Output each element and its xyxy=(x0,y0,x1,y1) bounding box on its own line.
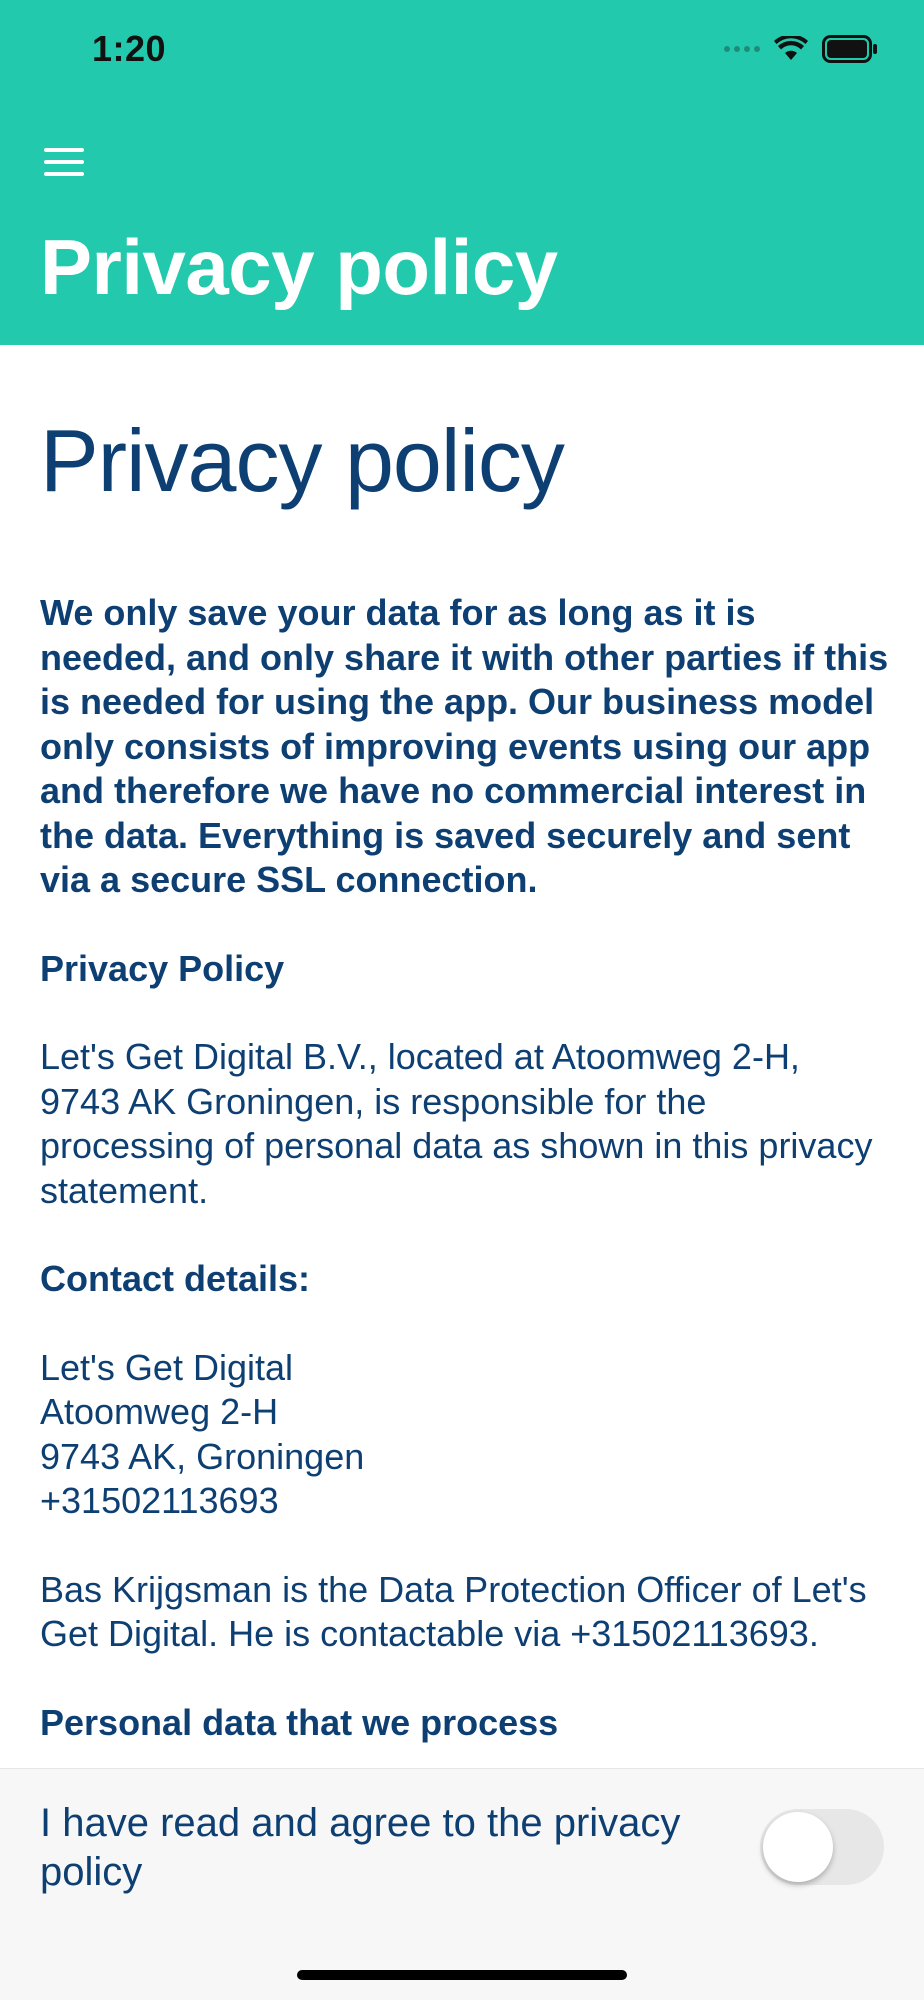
agree-toggle[interactable] xyxy=(760,1809,884,1885)
contact-line: 9743 AK, Groningen xyxy=(40,1435,365,1477)
contact-line: Let's Get Digital xyxy=(40,1346,293,1388)
agree-bar xyxy=(0,1768,924,1925)
contact-details-block xyxy=(40,1346,890,1524)
contact-line: Atoomweg 2-H xyxy=(40,1391,279,1432)
status-icons xyxy=(724,34,878,64)
toggle-knob xyxy=(763,1812,833,1882)
header-title: Privacy policy xyxy=(40,223,558,311)
page-heading: Privacy policy xyxy=(40,411,564,510)
bottom-safe-area xyxy=(0,1924,924,2000)
privacy-policy-title: Privacy Policy xyxy=(40,947,285,989)
home-indicator[interactable] xyxy=(297,1970,627,1980)
privacy-policy-paragraph: Let's Get Digital B.V., located at Atoomweg 2-H, 9743 AK Groningen, is responsible for the processing of personal data as shown in this privacy statement. xyxy=(40,1036,873,1211)
battery-icon xyxy=(822,35,878,63)
personal-data-title: Personal data that we process xyxy=(40,1701,559,1743)
agree-label: I have read and agree to the privacy policy xyxy=(40,1801,681,1894)
policy-content[interactable] xyxy=(40,345,890,1768)
wifi-icon xyxy=(774,36,808,62)
contact-line: +31502113693 xyxy=(40,1480,279,1521)
cellular-signal-icon xyxy=(724,46,760,52)
hamburger-menu-icon[interactable] xyxy=(44,148,84,176)
dpo-paragraph: Bas Krijgsman is the Data Protection Officer of Let's Get Digital. He is contactable via +31502113693. xyxy=(40,1568,867,1654)
contact-details-title: Contact details: xyxy=(40,1258,311,1299)
intro-paragraph: We only save your data for as long as it is needed, and only share it with other parties if this is needed for using the app. Our business model only consists of improving events using our app and therefore we have no commercial interest in the data. Everything is saved securely and sent via a secure SSL connection. xyxy=(40,592,889,900)
status-time: 1:20 xyxy=(92,28,167,69)
app-header xyxy=(0,0,924,345)
